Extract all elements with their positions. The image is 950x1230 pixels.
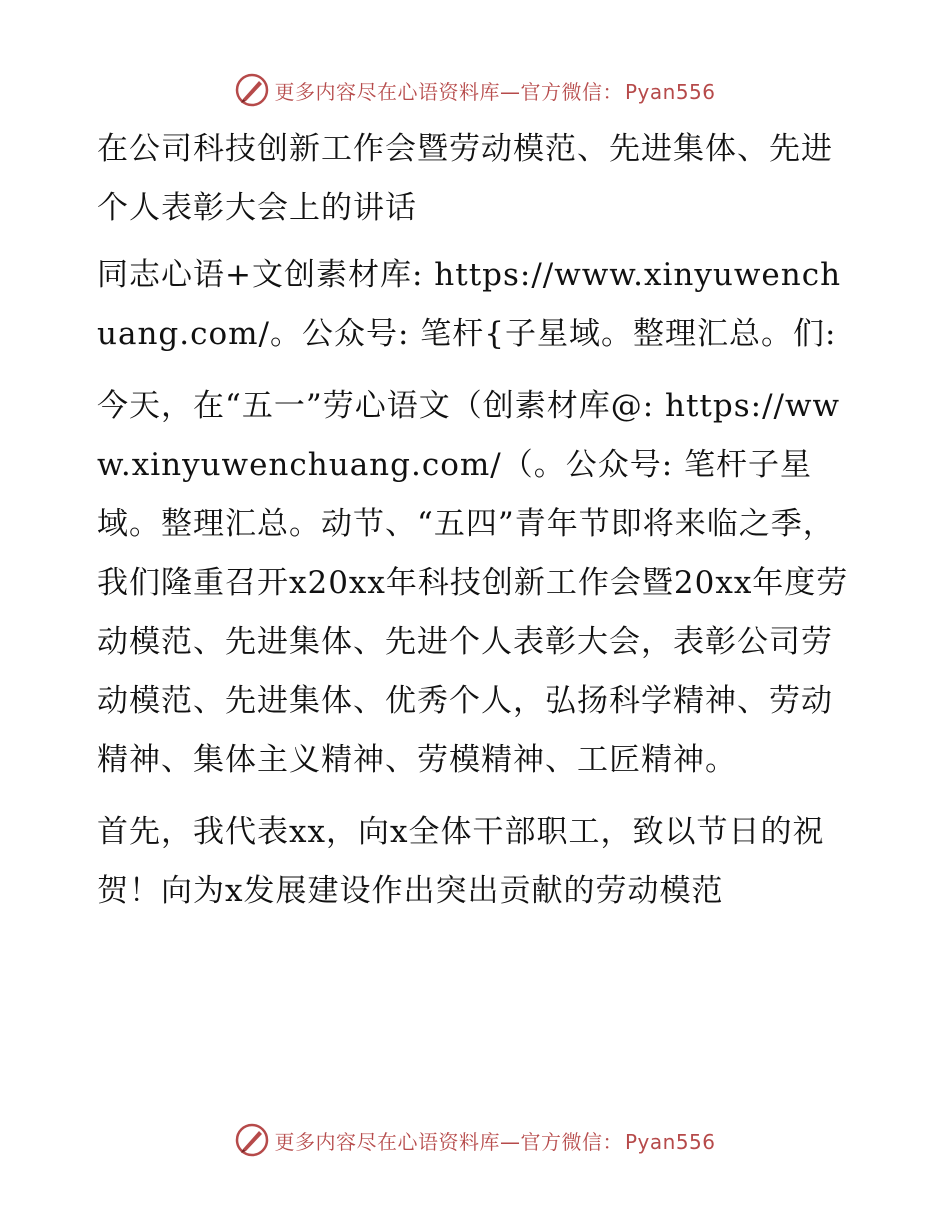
footer-watermark-banner bbox=[0, 1120, 950, 1160]
pen-logo-icon bbox=[234, 1122, 270, 1158]
document-title: 在公司科技创新工作会暨劳动模范、先进集体、先进个人表彰大会上的讲话 bbox=[97, 131, 833, 226]
paragraph-main: 今天，在“五一”劳心语文（创素材库@: https://www.xinyuwenchuang.com/（。公众号: 笔杆子星域。整理汇总。动节、“五四”青年节即将来临之季，我们隆重召开x20xx年科技创新工作会暨20xx年度劳动模范、先进集体、先进个人表彰大会，表彰公司劳动模范、先进集体、优秀个人，弘扬科学精神、劳动精神、集体主义精神、劳模精神、工匠精神。 bbox=[97, 388, 849, 778]
header-banner-contact: Pyan556 bbox=[624, 79, 716, 104]
paragraph-greeting: 首先，我代表xx，向x全体干部职工，致以节日的祝贺！向为x发展建设作出突出贡献的劳动模范 bbox=[97, 814, 825, 909]
header-banner-text: 更多内容尽在心语资料库—官方微信： bbox=[274, 79, 623, 104]
document-body bbox=[97, 120, 857, 934]
footer-banner-text: 更多内容尽在心语资料库—官方微信： bbox=[274, 1129, 623, 1154]
pen-logo-icon bbox=[234, 72, 270, 108]
header-watermark-banner bbox=[0, 70, 950, 110]
paragraph-intro: 同志心语+文创素材库: https://www.xinyuwenchuang.com/。公众号: 笔杆{子星域。整理汇总。们: bbox=[97, 257, 842, 352]
footer-banner-contact: Pyan556 bbox=[624, 1129, 716, 1154]
